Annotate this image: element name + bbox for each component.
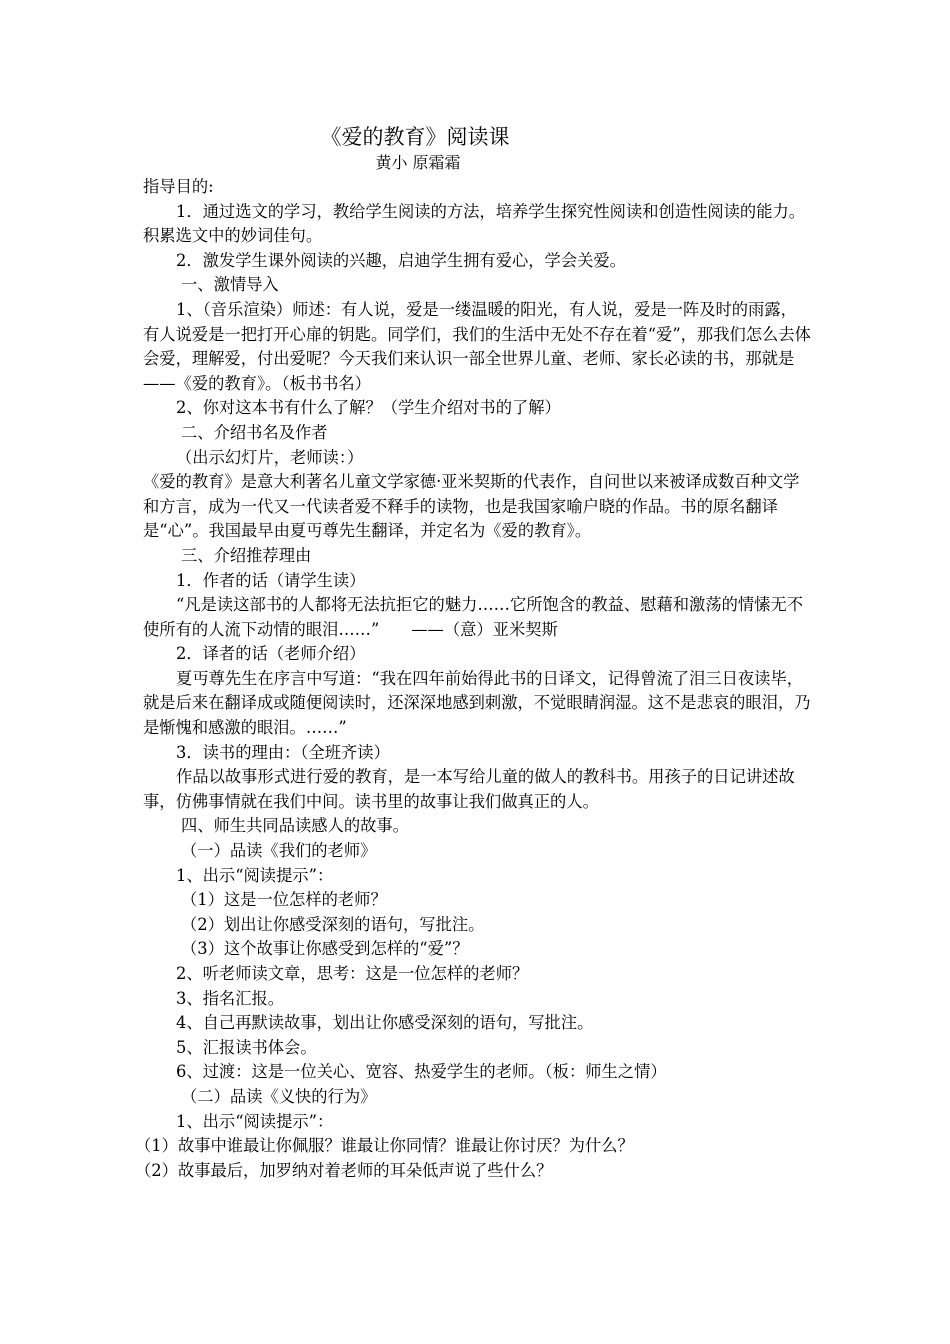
section-heading: 四、师生共同品读感人的故事。 xyxy=(181,816,409,836)
list-item: （2）故事最后，加罗纳对着老师的耳朵低声说了些什么？ xyxy=(135,1160,553,1180)
subsection-heading: （二）品读《义快的行为》 xyxy=(181,1086,377,1106)
section-heading: 二、介绍书名及作者 xyxy=(181,422,328,442)
paragraph: 1．通过选文的学习，教给学生阅读的方法，培养学生探究性阅读和创造性阅读的能力。积累选文中的妙词佳句。 xyxy=(143,201,806,246)
paragraph: 5、汇报读书体会。 xyxy=(176,1037,317,1057)
document-title: 《爱的教育》阅读课 xyxy=(320,125,510,149)
list-item: （1）故事中谁最让你佩服？谁最让你同情？谁最让你讨厌？为什么？ xyxy=(135,1136,634,1156)
section-heading: 三、介绍推荐理由 xyxy=(181,545,312,565)
paragraph: 1、出示“阅读提示”： xyxy=(176,865,334,885)
paragraph: 2、你对这本书有什么了解？（学生介绍对书的了解） xyxy=(176,398,561,418)
paragraph: 1．作者的话（请学生读） xyxy=(176,570,366,590)
document-author: 黄小 原霜霜 xyxy=(375,153,461,172)
document-body xyxy=(135,175,811,1183)
quote-attribution: ——（意）亚米契斯 xyxy=(411,619,558,639)
paragraph: 3、指名汇报。 xyxy=(176,988,285,1008)
subsection-heading: （一）品读《我们的老师》 xyxy=(181,841,377,861)
paragraph: 夏丏尊先生在序言中写道：“我在四年前始得此书的日译文，记得曾流了泪三日夜读毕，就是后来在翻译成或随便阅读时，还深深地感到刺激，不觉眼睛润湿。这不是悲哀的眼泪，乃是惭愧和感激的眼泪。……” xyxy=(143,668,811,738)
paragraph: 《爱的教育》是意大利著名儿童文学家德·亚米契斯的代表作，自问世以来被译成数百种文学和方言，成为一代又一代读者爱不释手的读物，也是我国家喻户晓的作品。书的原名翻译是“心”。我国最早由夏丏尊先生翻译，并定名为《爱的教育》。 xyxy=(143,472,800,541)
list-item: （2）划出让你感受深刻的语句，写批注。 xyxy=(181,914,485,934)
section-heading: 一、激情导入 xyxy=(181,275,279,295)
paragraph: （出示幻灯片，老师读：） xyxy=(176,447,364,467)
paragraph: 1、出示“阅读提示”： xyxy=(176,1111,334,1131)
paragraph: 指导目的: xyxy=(143,177,214,196)
paragraph: 2．激发学生课外阅读的兴趣，启迪学生拥有爱心，学会关爱。 xyxy=(176,250,626,270)
list-item: （3）这个故事让你感受到怎样的“爱”？ xyxy=(181,939,469,959)
paragraph: 2．译者的话（老师介绍） xyxy=(176,644,366,664)
quote-paragraph xyxy=(143,593,811,642)
paragraph: 作品以故事形式进行爱的教育，是一本写给儿童的做人的教科书。用孩子的日记讲述故事，仿佛事情就在我们中间。读书里的故事让我们做真正的人。 xyxy=(143,767,795,811)
paragraph: 1、（音乐渲染）师述：有人说，爱是一缕温暖的阳光，有人说，爱是一阵及时的雨露，有人说爱是一把打开心扉的钥匙。同学们，我们的生活中无处不存在着“爱”，那我们怎么去体会爱，理解爱，付出爱呢？今天我们来认识一部全世界儿童、老师、家长必读的书，那就是——《爱的教育》。（板书书名） xyxy=(143,299,811,393)
paragraph: 3．读书的理由：（全班齐读） xyxy=(176,742,390,762)
paragraph: 2、听老师读文章，思考：这是一位怎样的老师？ xyxy=(176,964,529,983)
list-item: （1）这是一位怎样的老师？ xyxy=(181,890,387,910)
paragraph: 4、自己再默读故事，划出让你感受深刻的语句，写批注。 xyxy=(176,1013,594,1033)
paragraph: 6、过渡：这是一位关心、宽容、热爱学生的老师。（板：师生之情） xyxy=(176,1062,667,1082)
author-quote: “凡是读这部书的人都将无法抗拒它的魅力……它所饱含的教益、慰藉和激荡的情愫无不使所有的人流下动情的眼泪……” xyxy=(143,595,804,639)
